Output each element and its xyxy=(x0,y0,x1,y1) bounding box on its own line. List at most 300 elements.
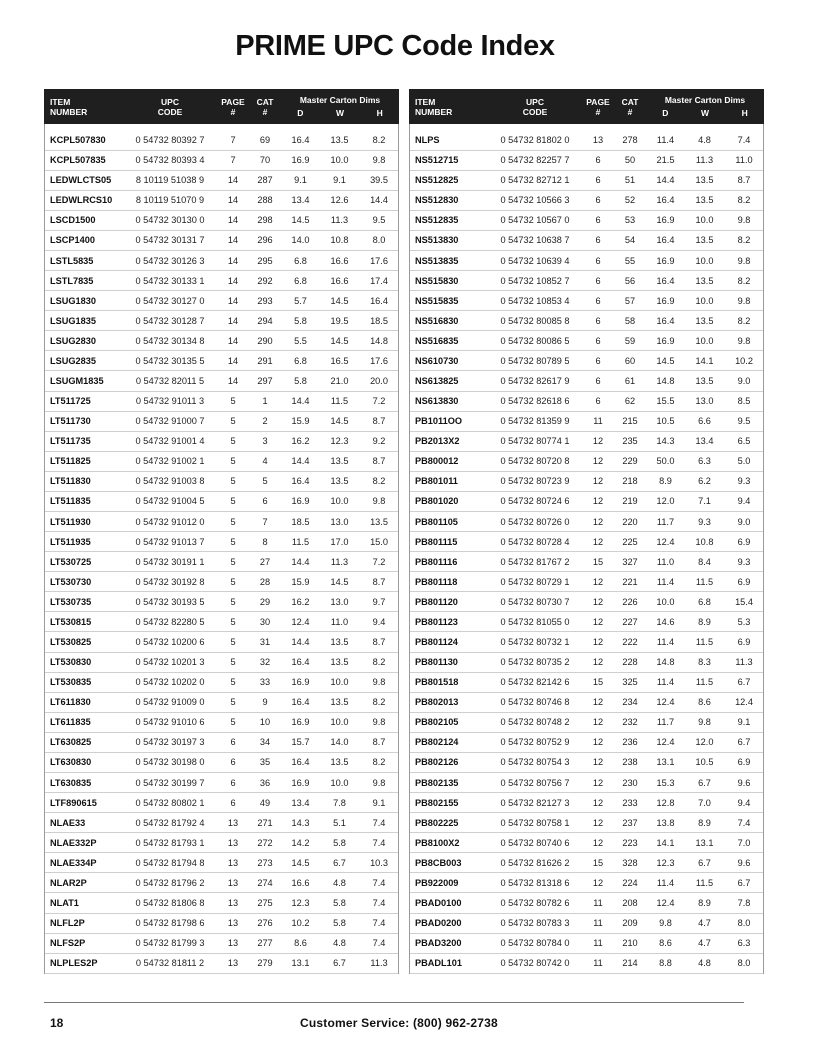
cell-dim-w: 11.5 xyxy=(685,632,724,652)
cell-cat: 34 xyxy=(249,732,281,752)
cell-dim-d: 8.9 xyxy=(646,471,685,491)
cell-page: 6 xyxy=(582,391,614,411)
cell-dim-w: 8.4 xyxy=(685,552,724,572)
cell-cat: 32 xyxy=(249,652,281,672)
cell-upc-code: 0 54732 81794 8 xyxy=(123,853,217,873)
cell-dim-h: 9.6 xyxy=(724,773,764,793)
cell-dim-d: 13.4 xyxy=(281,190,320,210)
cell-dim-w: 8.6 xyxy=(685,692,724,712)
cell-page: 6 xyxy=(582,331,614,351)
cell-page: 6 xyxy=(582,170,614,190)
cell-page: 7 xyxy=(217,150,249,170)
table-row xyxy=(409,130,764,150)
cell-dim-h: 8.0 xyxy=(724,913,764,933)
cell-cat: 9 xyxy=(249,692,281,712)
cell-cat: 278 xyxy=(614,130,646,150)
cell-cat: 31 xyxy=(249,632,281,652)
cell-cat: 287 xyxy=(249,170,281,190)
cell-dim-w: 5.1 xyxy=(320,813,359,833)
cell-dim-d: 14.1 xyxy=(646,833,685,853)
cell-item-number: PB801116 xyxy=(409,552,488,572)
cell-page: 6 xyxy=(582,230,614,250)
cell-cat: 70 xyxy=(249,150,281,170)
cell-dim-d: 15.9 xyxy=(281,572,320,592)
cell-cat: 222 xyxy=(614,632,646,652)
cell-upc-code: 0 54732 80802 1 xyxy=(123,793,217,813)
cell-upc-code: 0 54732 30134 8 xyxy=(123,331,217,351)
table-row xyxy=(409,230,764,250)
cell-page: 6 xyxy=(582,291,614,311)
cell-item-number: PB802155 xyxy=(409,793,488,813)
cell-cat: 229 xyxy=(614,451,646,471)
cell-upc-code: 0 54732 80784 0 xyxy=(488,933,582,953)
header-dims-title: Master Carton Dims xyxy=(664,95,746,105)
cell-item-number: LT511825 xyxy=(44,451,123,471)
cell-item-number: NLAT1 xyxy=(44,893,123,913)
cell-dim-h: 9.8 xyxy=(724,331,764,351)
cell-dim-h: 7.4 xyxy=(724,813,764,833)
cell-dim-d: 12.4 xyxy=(281,612,320,632)
cell-dim-w: 8.9 xyxy=(685,813,724,833)
cell-cat: 55 xyxy=(614,250,646,270)
cell-item-number: PBAD0200 xyxy=(409,913,488,933)
cell-page: 12 xyxy=(582,752,614,772)
cell-item-number: PBADL101 xyxy=(409,953,488,973)
cell-dim-h: 8.2 xyxy=(359,752,399,772)
cell-dim-w: 14.5 xyxy=(320,572,359,592)
cell-dim-d: 14.4 xyxy=(646,170,685,190)
cell-upc-code: 0 54732 81626 2 xyxy=(488,853,582,873)
cell-dim-w: 4.7 xyxy=(685,913,724,933)
cell-cat: 69 xyxy=(249,130,281,150)
cell-page: 13 xyxy=(582,130,614,150)
cell-upc-code: 0 54732 80732 1 xyxy=(488,632,582,652)
cell-page: 12 xyxy=(582,451,614,471)
table-row xyxy=(409,471,764,491)
cell-page: 5 xyxy=(217,612,249,632)
cell-cat: 226 xyxy=(614,592,646,612)
cell-dim-d: 6.8 xyxy=(281,271,320,291)
cell-dim-d: 9.1 xyxy=(281,170,320,190)
cell-upc-code: 0 54732 30130 0 xyxy=(123,210,217,230)
cell-cat: 49 xyxy=(249,793,281,813)
cell-page: 12 xyxy=(582,692,614,712)
cell-dim-h: 7.4 xyxy=(359,833,399,853)
cell-page: 14 xyxy=(217,190,249,210)
cell-dim-w: 16.6 xyxy=(320,250,359,270)
cell-page: 11 xyxy=(582,933,614,953)
cell-dim-w: 10.0 xyxy=(685,331,724,351)
cell-dim-d: 14.6 xyxy=(646,612,685,632)
cell-page: 12 xyxy=(582,592,614,612)
table-row xyxy=(44,491,399,511)
cell-dim-h: 15.4 xyxy=(724,592,764,612)
cell-cat: 52 xyxy=(614,190,646,210)
cell-upc-code: 0 54732 80724 6 xyxy=(488,491,582,511)
cell-page: 6 xyxy=(582,351,614,371)
cell-dim-d: 16.6 xyxy=(281,873,320,893)
cell-page: 5 xyxy=(217,391,249,411)
cell-upc-code: 0 54732 80729 1 xyxy=(488,572,582,592)
cell-dim-h: 11.3 xyxy=(359,953,399,973)
cell-dim-w: 13.0 xyxy=(320,592,359,612)
header-upc-code: UPC CODE xyxy=(522,96,548,117)
cell-upc-code: 0 54732 80086 5 xyxy=(488,331,582,351)
table-row xyxy=(44,632,399,652)
cell-dim-h: 8.0 xyxy=(724,953,764,973)
cell-dim-w: 13.0 xyxy=(685,391,724,411)
cell-upc-code: 0 54732 81792 4 xyxy=(123,813,217,833)
cell-cat: 274 xyxy=(249,873,281,893)
cell-cat: 61 xyxy=(614,371,646,391)
cell-page: 14 xyxy=(217,371,249,391)
cell-item-number: LT530735 xyxy=(44,592,123,612)
cell-dim-w: 10.0 xyxy=(320,150,359,170)
cell-dim-w: 10.0 xyxy=(685,210,724,230)
cell-item-number: PBAD3200 xyxy=(409,933,488,953)
cell-page: 13 xyxy=(217,913,249,933)
cell-dim-w: 10.8 xyxy=(685,532,724,552)
header-cat: CAT # xyxy=(256,96,274,117)
cell-dim-w: 10.0 xyxy=(320,712,359,732)
cell-page: 6 xyxy=(217,732,249,752)
cell-item-number: NS610730 xyxy=(409,351,488,371)
cell-page: 12 xyxy=(582,712,614,732)
cell-cat: 3 xyxy=(249,431,281,451)
cell-page: 5 xyxy=(217,431,249,451)
cell-cat: 7 xyxy=(249,511,281,531)
cell-dim-h: 10.2 xyxy=(724,351,764,371)
cell-dim-w: 6.3 xyxy=(685,451,724,471)
cell-item-number: LT530825 xyxy=(44,632,123,652)
cell-upc-code: 0 54732 81055 0 xyxy=(488,612,582,632)
cell-dim-h: 17.6 xyxy=(359,250,399,270)
table-row xyxy=(409,451,764,471)
cell-dim-d: 16.4 xyxy=(281,692,320,712)
cell-dim-d: 16.9 xyxy=(281,712,320,732)
cell-page: 14 xyxy=(217,250,249,270)
cell-dim-d: 13.1 xyxy=(281,953,320,973)
cell-dim-w: 14.5 xyxy=(320,331,359,351)
cell-dim-h: 6.5 xyxy=(724,431,764,451)
cell-cat: 294 xyxy=(249,311,281,331)
cell-dim-w: 19.5 xyxy=(320,311,359,331)
table-row xyxy=(409,933,764,953)
table-row xyxy=(409,170,764,190)
header-w: W xyxy=(700,108,710,118)
cell-cat: 4 xyxy=(249,451,281,471)
cell-upc-code: 0 54732 80742 0 xyxy=(488,953,582,973)
table-row xyxy=(44,732,399,752)
table-row xyxy=(44,773,399,793)
cell-item-number: LT630835 xyxy=(44,773,123,793)
cell-dim-d: 15.7 xyxy=(281,732,320,752)
cell-cat: 8 xyxy=(249,532,281,552)
cell-item-number: LSUG1835 xyxy=(44,311,123,331)
cell-cat: 230 xyxy=(614,773,646,793)
cell-dim-d: 16.9 xyxy=(281,773,320,793)
cell-cat: 220 xyxy=(614,511,646,531)
cell-upc-code: 0 54732 30199 7 xyxy=(123,773,217,793)
cell-upc-code: 0 54732 30127 0 xyxy=(123,291,217,311)
upc-table-left xyxy=(44,89,399,974)
cell-upc-code: 0 54732 30133 1 xyxy=(123,271,217,291)
cell-dim-h: 6.7 xyxy=(724,873,764,893)
cell-dim-h: 9.5 xyxy=(359,210,399,230)
cell-dim-d: 14.8 xyxy=(646,371,685,391)
cell-dim-h: 9.6 xyxy=(724,853,764,873)
cell-upc-code: 0 54732 30198 0 xyxy=(123,752,217,772)
cell-upc-code: 0 54732 80720 8 xyxy=(488,451,582,471)
cell-dim-w: 10.5 xyxy=(685,752,724,772)
cell-dim-d: 13.4 xyxy=(281,793,320,813)
cell-dim-d: 12.4 xyxy=(646,692,685,712)
cell-dim-w: 13.5 xyxy=(685,271,724,291)
table-row xyxy=(44,451,399,471)
cell-dim-h: 8.2 xyxy=(724,190,764,210)
table-row xyxy=(409,652,764,672)
cell-dim-h: 8.2 xyxy=(724,271,764,291)
cell-dim-w: 11.3 xyxy=(320,210,359,230)
cell-upc-code: 0 54732 91002 1 xyxy=(123,451,217,471)
cell-dim-w: 7.0 xyxy=(685,793,724,813)
cell-item-number: NLFL2P xyxy=(44,913,123,933)
cell-page: 13 xyxy=(217,853,249,873)
cell-upc-code: 0 54732 10200 6 xyxy=(123,632,217,652)
cell-cat: 5 xyxy=(249,471,281,491)
cell-page: 15 xyxy=(582,552,614,572)
cell-cat: 272 xyxy=(249,833,281,853)
cell-dim-h: 5.3 xyxy=(724,612,764,632)
cell-dim-w: 10.8 xyxy=(320,230,359,250)
table-row xyxy=(44,150,399,170)
cell-item-number: PB802013 xyxy=(409,692,488,712)
cell-page: 5 xyxy=(217,632,249,652)
cell-item-number: PB802105 xyxy=(409,712,488,732)
cell-upc-code: 0 54732 10202 0 xyxy=(123,672,217,692)
cell-dim-w: 11.5 xyxy=(320,391,359,411)
cell-item-number: LT611835 xyxy=(44,712,123,732)
cell-item-number: LEDWLRCS10 xyxy=(44,190,123,210)
cell-item-number: LSUGM1835 xyxy=(44,371,123,391)
cell-page: 14 xyxy=(217,170,249,190)
cell-item-number: PB802124 xyxy=(409,732,488,752)
cell-item-number: NLFS2P xyxy=(44,933,123,953)
cell-dim-h: 7.4 xyxy=(359,813,399,833)
cell-dim-d: 16.9 xyxy=(646,331,685,351)
cell-dim-h: 17.6 xyxy=(359,351,399,371)
cell-page: 12 xyxy=(582,491,614,511)
cell-cat: 225 xyxy=(614,532,646,552)
cell-dim-d: 50.0 xyxy=(646,451,685,471)
cell-dim-h: 7.2 xyxy=(359,391,399,411)
header-w: W xyxy=(335,108,345,118)
cell-page: 12 xyxy=(582,873,614,893)
cell-upc-code: 0 54732 81806 8 xyxy=(123,893,217,913)
cell-dim-d: 15.9 xyxy=(281,411,320,431)
cell-dim-d: 16.2 xyxy=(281,592,320,612)
cell-page: 13 xyxy=(217,873,249,893)
cell-dim-d: 16.4 xyxy=(646,230,685,250)
cell-dim-h: 9.8 xyxy=(359,672,399,692)
cell-dim-d: 14.4 xyxy=(281,451,320,471)
cell-upc-code: 0 54732 80728 4 xyxy=(488,532,582,552)
cell-item-number: PB801020 xyxy=(409,491,488,511)
table-row xyxy=(409,411,764,431)
table-row xyxy=(44,813,399,833)
cell-cat: 235 xyxy=(614,431,646,451)
cell-dim-d: 16.4 xyxy=(281,130,320,150)
cell-cat: 51 xyxy=(614,170,646,190)
table-row xyxy=(44,712,399,732)
cell-dim-h: 8.7 xyxy=(359,411,399,431)
cell-page: 14 xyxy=(217,230,249,250)
cell-dim-d: 8.6 xyxy=(281,933,320,953)
cell-item-number: KCPL507835 xyxy=(44,150,123,170)
cell-dim-w: 14.0 xyxy=(320,732,359,752)
cell-item-number: PB802135 xyxy=(409,773,488,793)
table-row xyxy=(409,150,764,170)
table-header-row xyxy=(409,89,764,124)
cell-dim-w: 12.6 xyxy=(320,190,359,210)
cell-upc-code: 0 54732 10639 4 xyxy=(488,250,582,270)
cell-item-number: PB802225 xyxy=(409,813,488,833)
cell-item-number: NS515835 xyxy=(409,291,488,311)
cell-dim-w: 14.5 xyxy=(320,291,359,311)
cell-page: 13 xyxy=(217,953,249,973)
table-row xyxy=(409,371,764,391)
cell-upc-code: 0 54732 30128 7 xyxy=(123,311,217,331)
cell-page: 13 xyxy=(217,893,249,913)
table-row xyxy=(44,210,399,230)
cell-upc-code: 0 54732 81359 9 xyxy=(488,411,582,431)
cell-page: 12 xyxy=(582,632,614,652)
cell-upc-code: 0 54732 81318 6 xyxy=(488,873,582,893)
header-page: PAGE # xyxy=(221,96,245,117)
cell-page: 11 xyxy=(582,893,614,913)
header-master-carton-dims xyxy=(646,89,764,124)
cell-page: 6 xyxy=(582,371,614,391)
cell-dim-h: 5.0 xyxy=(724,451,764,471)
cell-dim-d: 11.5 xyxy=(281,532,320,552)
cell-dim-h: 17.4 xyxy=(359,271,399,291)
cell-dim-h: 9.8 xyxy=(359,491,399,511)
cell-upc-code: 0 54732 30197 3 xyxy=(123,732,217,752)
cell-cat: 233 xyxy=(614,793,646,813)
cell-item-number: PB802126 xyxy=(409,752,488,772)
cell-dim-w: 8.9 xyxy=(685,893,724,913)
cell-cat: 58 xyxy=(614,311,646,331)
cell-dim-d: 12.4 xyxy=(646,532,685,552)
header-d: D xyxy=(297,108,304,118)
table-row xyxy=(44,511,399,531)
cell-dim-d: 16.4 xyxy=(646,190,685,210)
cell-dim-h: 9.1 xyxy=(724,712,764,732)
table-row xyxy=(44,351,399,371)
table-row xyxy=(44,572,399,592)
cell-dim-h: 7.2 xyxy=(359,552,399,572)
table-row xyxy=(409,431,764,451)
table-row xyxy=(44,170,399,190)
cell-dim-h: 8.0 xyxy=(359,230,399,250)
cell-dim-d: 15.3 xyxy=(646,773,685,793)
table-row xyxy=(44,953,399,973)
cell-cat: 227 xyxy=(614,612,646,632)
cell-upc-code: 0 54732 80774 1 xyxy=(488,431,582,451)
table-body xyxy=(44,124,399,973)
cell-page: 6 xyxy=(217,773,249,793)
cell-dim-h: 6.7 xyxy=(724,672,764,692)
table-row xyxy=(409,953,764,973)
cell-item-number: PB1011OO xyxy=(409,411,488,431)
cell-item-number: LT511725 xyxy=(44,391,123,411)
cell-cat: 296 xyxy=(249,230,281,250)
cell-dim-w: 6.6 xyxy=(685,411,724,431)
cell-dim-d: 14.5 xyxy=(281,210,320,230)
cell-dim-w: 5.8 xyxy=(320,833,359,853)
cell-dim-d: 14.0 xyxy=(281,230,320,250)
cell-upc-code: 0 54732 82618 6 xyxy=(488,391,582,411)
cell-dim-d: 16.9 xyxy=(281,491,320,511)
cell-page: 12 xyxy=(582,793,614,813)
cell-item-number: LT511935 xyxy=(44,532,123,552)
cell-dim-h: 6.3 xyxy=(724,933,764,953)
table-row xyxy=(44,592,399,612)
cell-upc-code: 0 54732 91011 3 xyxy=(123,391,217,411)
cell-upc-code: 0 54732 81811 2 xyxy=(123,953,217,973)
cell-dim-d: 15.5 xyxy=(646,391,685,411)
cell-dim-w: 11.0 xyxy=(320,612,359,632)
cell-page: 7 xyxy=(217,130,249,150)
cell-upc-code: 0 54732 91001 4 xyxy=(123,431,217,451)
cell-upc-code: 0 54732 91004 5 xyxy=(123,491,217,511)
cell-item-number: PB801118 xyxy=(409,572,488,592)
cell-upc-code: 8 10119 51070 9 xyxy=(123,190,217,210)
cell-dim-h: 9.8 xyxy=(724,291,764,311)
header-page: PAGE # xyxy=(586,96,610,117)
cell-dim-d: 9.8 xyxy=(646,913,685,933)
cell-cat: 214 xyxy=(614,953,646,973)
cell-item-number: NLAE332P xyxy=(44,833,123,853)
cell-dim-h: 10.3 xyxy=(359,853,399,873)
cell-dim-w: 9.1 xyxy=(320,170,359,190)
cell-upc-code: 0 54732 81802 0 xyxy=(488,130,582,150)
cell-dim-w: 8.3 xyxy=(685,652,724,672)
cell-dim-h: 9.5 xyxy=(724,411,764,431)
cell-dim-w: 12.3 xyxy=(320,431,359,451)
cell-cat: 236 xyxy=(614,732,646,752)
cell-dim-h: 6.9 xyxy=(724,532,764,552)
cell-page: 5 xyxy=(217,511,249,531)
cell-upc-code: 0 54732 91003 8 xyxy=(123,471,217,491)
cell-dim-d: 14.4 xyxy=(281,552,320,572)
cell-dim-h: 7.8 xyxy=(724,893,764,913)
cell-item-number: NS613825 xyxy=(409,371,488,391)
cell-dim-w: 13.4 xyxy=(685,431,724,451)
table-row xyxy=(44,371,399,391)
cell-item-number: PBAD0100 xyxy=(409,893,488,913)
table-row xyxy=(409,712,764,732)
cell-dim-d: 12.4 xyxy=(646,893,685,913)
cell-dim-d: 16.9 xyxy=(281,672,320,692)
cell-dim-d: 14.3 xyxy=(281,813,320,833)
cell-item-number: NLAE334P xyxy=(44,853,123,873)
cell-upc-code: 0 54732 80758 1 xyxy=(488,813,582,833)
cell-item-number: PB801518 xyxy=(409,672,488,692)
cell-upc-code: 0 54732 10566 3 xyxy=(488,190,582,210)
cell-item-number: LSUG2830 xyxy=(44,331,123,351)
cell-dim-d: 16.4 xyxy=(281,752,320,772)
